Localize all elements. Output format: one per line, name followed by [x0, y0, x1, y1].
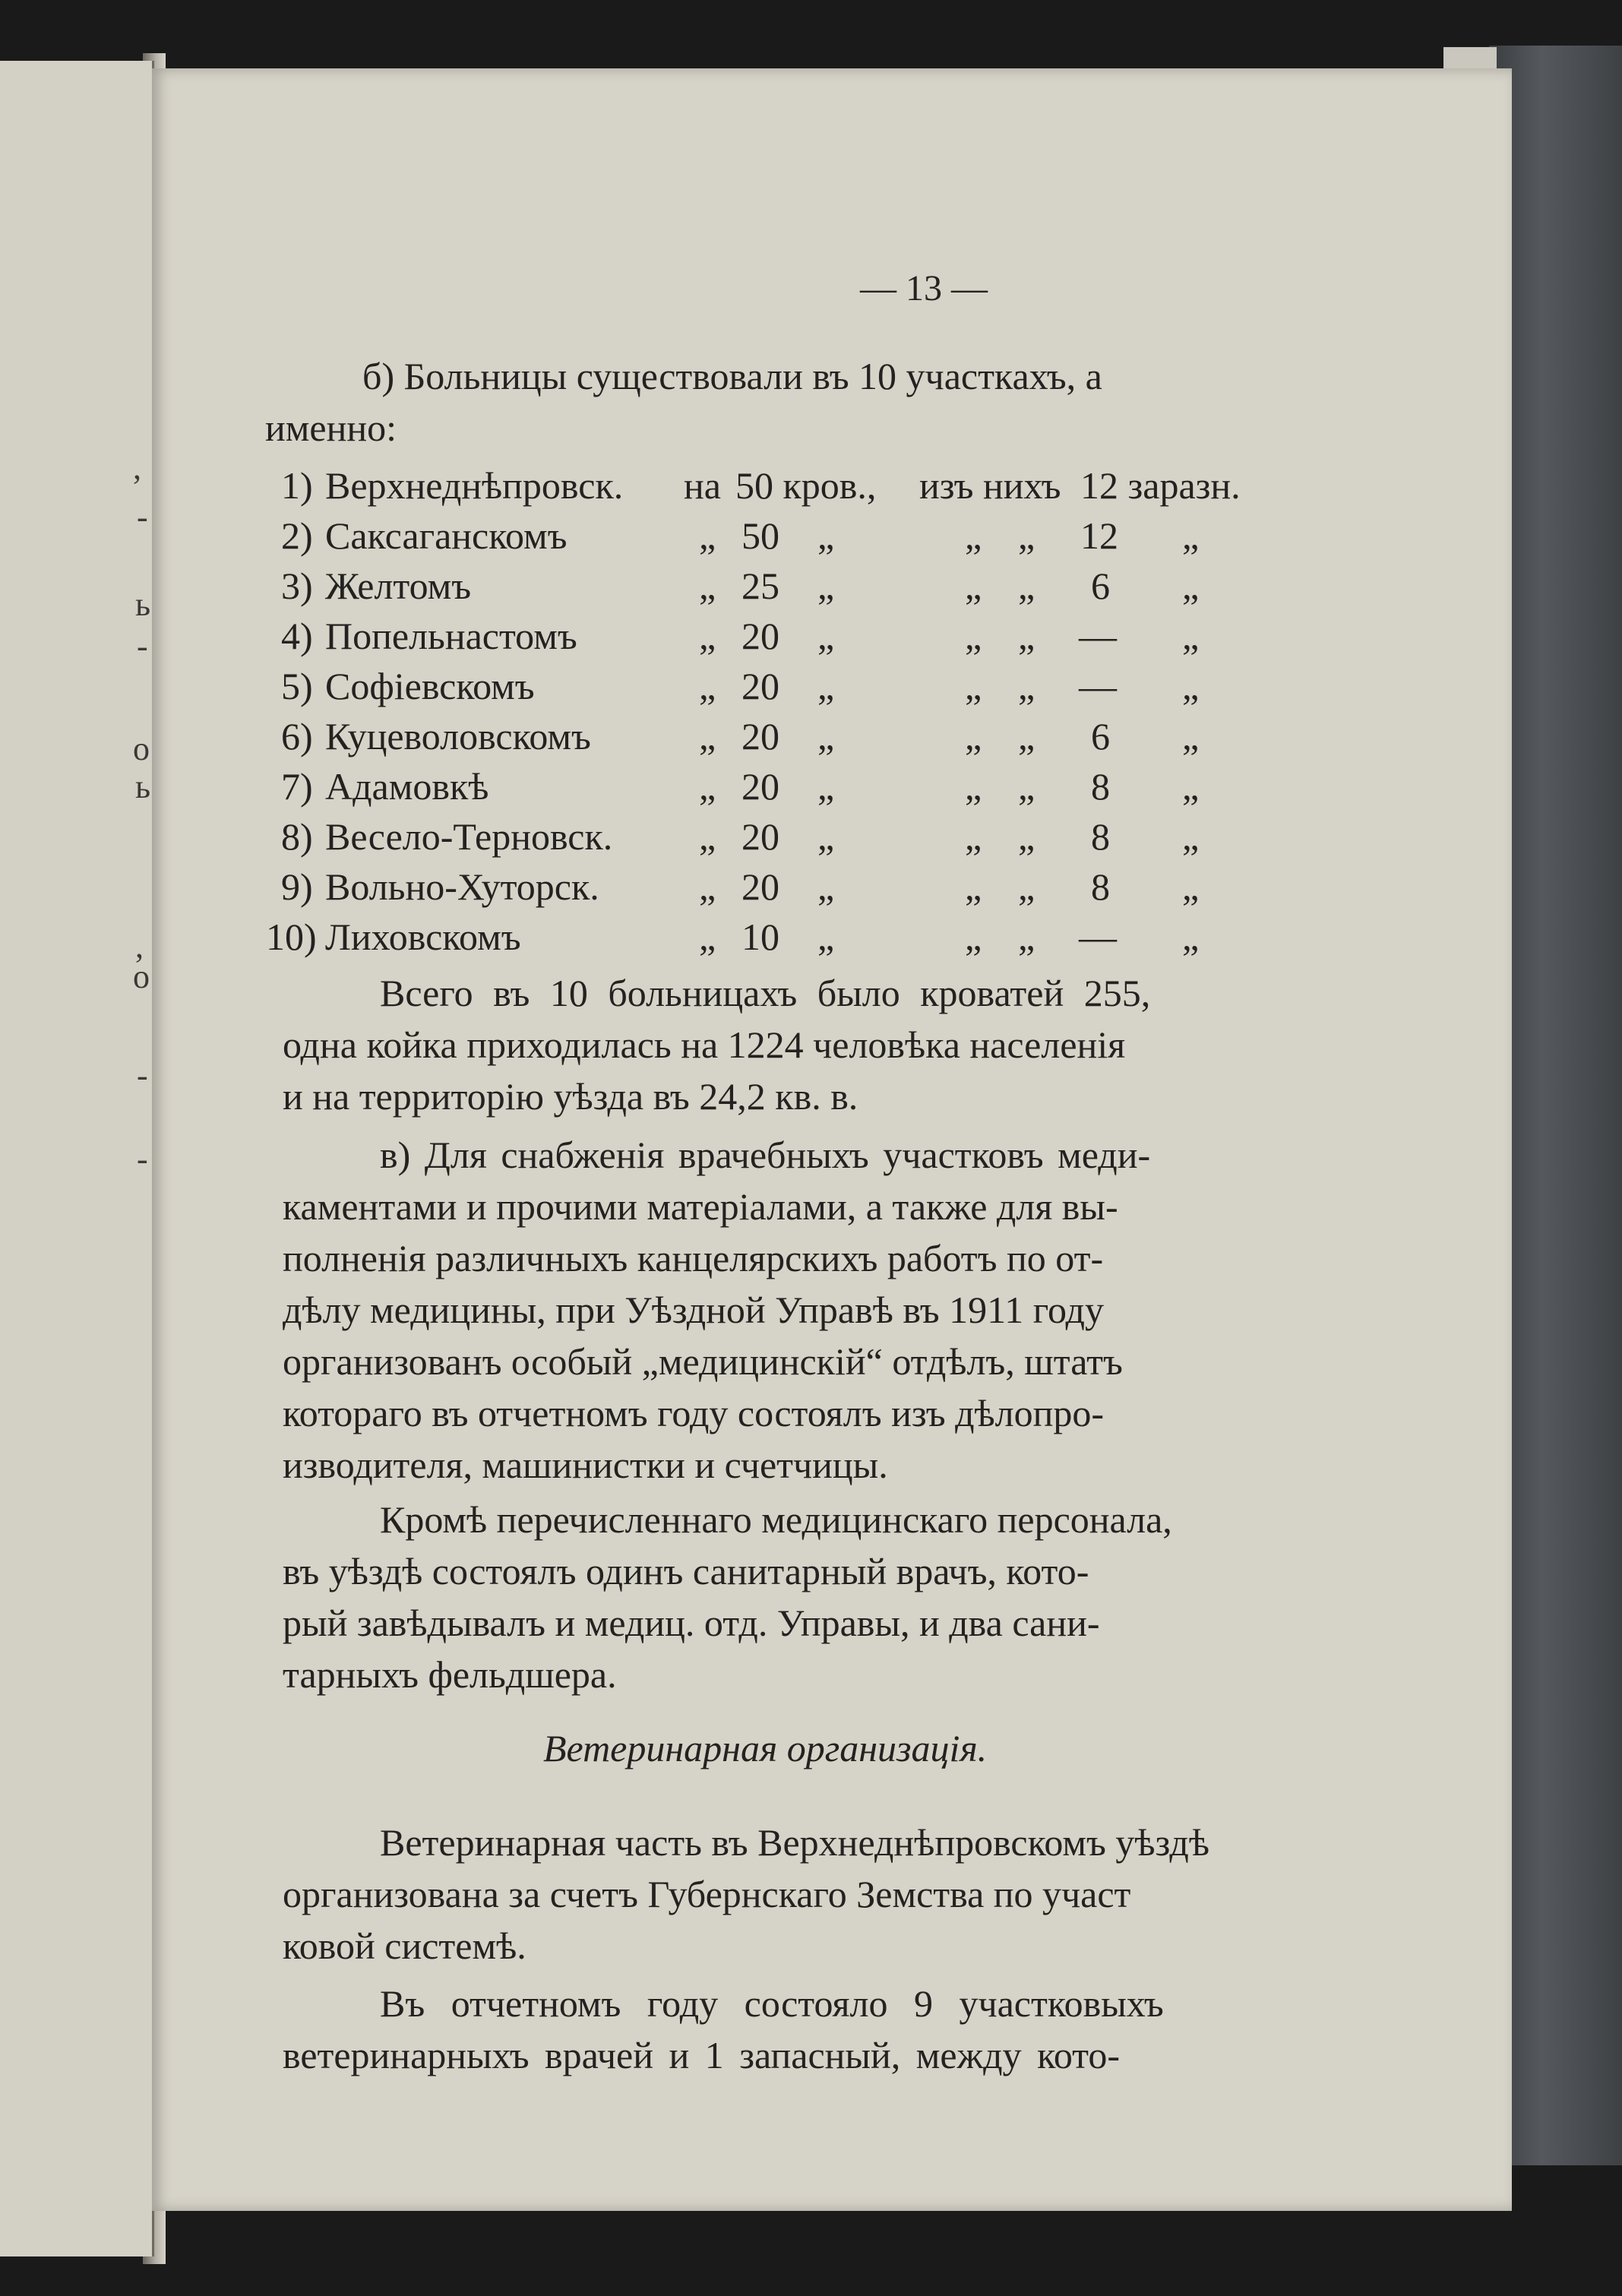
table-cell-ditto: „	[1018, 615, 1035, 657]
table-cell-ditto: „	[817, 665, 835, 707]
table-cell-infect: —	[1079, 916, 1117, 958]
text-line: организована за счетъ Губернскаго Земства по участ	[283, 1873, 1131, 1915]
table-cell-ditto: „	[1018, 765, 1035, 808]
table-cell-ditto: „	[1018, 665, 1035, 707]
table-cell-ditto: „	[965, 565, 982, 607]
table-cell-ditto: „	[1182, 865, 1200, 908]
left-page-fragment: ь	[135, 586, 151, 623]
table-cell-num: 10)	[266, 916, 317, 958]
table-cell-prefix: „	[699, 615, 716, 657]
table-cell-ditto: „	[817, 765, 835, 808]
table-cell-ditto: „	[1018, 715, 1035, 757]
table-cell-beds: 50	[741, 514, 779, 557]
text-line: организованъ особый „медицинскій“ отдѣлъ, штатъ	[283, 1340, 1123, 1383]
table-cell-prefix: „	[699, 665, 716, 707]
text-line: котораго въ отчетномъ году состоялъ изъ дѣлопро-	[283, 1392, 1105, 1434]
left-page-fragment: о	[133, 958, 150, 995]
left-page-fragment: -	[137, 1057, 148, 1094]
table-cell-name: Попельнастомъ	[325, 615, 577, 657]
table-cell-ditto: „	[965, 865, 982, 908]
left-page-edge	[0, 61, 154, 2256]
table-cell-prefix: „	[699, 765, 716, 808]
table-cell-infect: —	[1079, 615, 1117, 657]
table-cell-ditto: „	[965, 514, 982, 557]
page-number: — 13 —	[860, 268, 988, 308]
text-line: Ветеринарная часть въ Верхнеднѣпровскомъ уѣздѣ	[380, 1821, 1209, 1864]
table-cell-ditto: „	[1018, 916, 1035, 958]
table-cell-ditto: „	[817, 565, 835, 607]
table-cell-num: 3)	[281, 565, 313, 607]
table-cell-prefix: „	[699, 865, 716, 908]
table-cell-name: Вольно-Хуторск.	[325, 865, 599, 908]
left-page-fragment: -	[137, 1140, 148, 1178]
table-cell-name: Весело-Терновск.	[325, 815, 613, 858]
table-cell-beds: 50 кров.,	[735, 464, 877, 507]
table-cell-ditto: „	[817, 615, 835, 657]
table-cell-beds: 20	[741, 615, 779, 657]
text-line: именно:	[265, 406, 397, 449]
table-cell-num: 8)	[281, 815, 313, 858]
table-cell-ditto: „	[1182, 916, 1200, 958]
table-cell-beds: 20	[741, 765, 779, 808]
table-cell-ditto: „	[817, 916, 835, 958]
table-cell-ditto: „	[1018, 565, 1035, 607]
table-cell-ditto: „	[965, 916, 982, 958]
table-cell-num: 1)	[281, 464, 313, 507]
text-line: въ уѣздѣ состоялъ одинъ санитарный врачъ, кото-	[283, 1550, 1089, 1592]
table-cell-ditto: „	[1182, 565, 1200, 607]
table-cell-beds: 10	[741, 916, 779, 958]
table-cell-name: Верхнеднѣпровск.	[325, 464, 624, 507]
table-cell-ditto: „	[1182, 514, 1200, 557]
table-cell-prefix: на	[684, 464, 721, 507]
table-cell-num: 6)	[281, 715, 313, 757]
table-cell-name: Лиховскомъ	[325, 916, 521, 958]
text-line: Въ отчетномъ году состояло 9 участковыхъ	[380, 1982, 1164, 2025]
text-line: Кромѣ перечисленнаго медицинскаго персонала,	[380, 1498, 1172, 1541]
table-cell-prefix: „	[699, 565, 716, 607]
table-cell-ditto: „	[965, 715, 982, 757]
table-cell-name: Адамовкѣ	[325, 765, 489, 808]
table-cell-infect: 12	[1080, 514, 1118, 557]
table-cell-ditto: „	[965, 615, 982, 657]
table-cell-infect: 8	[1091, 865, 1110, 908]
text-line: рый завѣдывалъ и медиц. отд. Управы, и два сани-	[283, 1602, 1100, 1644]
table-cell-num: 4)	[281, 615, 313, 657]
table-cell-ditto: „	[1182, 815, 1200, 858]
table-cell-num: 2)	[281, 514, 313, 557]
table-cell-ditto: „	[1182, 665, 1200, 707]
table-cell-ditto: „	[1182, 765, 1200, 808]
table-cell-ditto: „	[817, 815, 835, 858]
table-cell-prefix: „	[699, 715, 716, 757]
table-cell-name: Саксаганскомъ	[325, 514, 568, 557]
text-line: дѣлу медицины, при Уѣздной Управѣ въ 1911 году	[283, 1289, 1104, 1331]
left-page-fragment: ь	[135, 768, 151, 805]
table-cell-beds: 20	[741, 715, 779, 757]
table-cell-ditto: „	[817, 715, 835, 757]
text-line: ковой системѣ.	[283, 1924, 526, 1967]
table-cell-ditto: „	[817, 514, 835, 557]
table-cell-of-them: изъ нихъ	[919, 464, 1061, 507]
text-line: изводителя, машинистки и счетчицы.	[283, 1444, 888, 1486]
table-cell-infect: 6	[1091, 565, 1110, 607]
text-line: ветеринарныхъ врачей и 1 запасный, между кото-	[283, 2034, 1121, 2076]
table-cell-name: Куцеволовскомъ	[325, 715, 591, 757]
table-cell-prefix: „	[699, 514, 716, 557]
table-cell-name: Желтомъ	[325, 565, 472, 607]
text-line: каментами и прочими матеріалами, а также для вы-	[283, 1185, 1118, 1228]
table-cell-ditto: „	[1018, 514, 1035, 557]
table-cell-beds: 25	[741, 565, 779, 607]
left-page-fragment: ,	[135, 928, 144, 965]
table-cell-beds: 20	[741, 865, 779, 908]
table-cell-num: 5)	[281, 665, 313, 707]
table-cell-ditto: „	[965, 765, 982, 808]
table-cell-infect: 12 заразн.	[1080, 464, 1241, 507]
table-cell-ditto: „	[817, 865, 835, 908]
table-cell-infect: 6	[1091, 715, 1110, 757]
table-cell-ditto: „	[1018, 815, 1035, 858]
left-page-fragment: -	[137, 498, 148, 536]
text-line: и на территорію уѣзда въ 24,2 кв. в.	[283, 1075, 858, 1118]
table-cell-ditto: „	[965, 815, 982, 858]
text-line: полненія различныхъ канцелярскихъ работъ по от-	[283, 1237, 1104, 1279]
table-cell-prefix: „	[699, 916, 716, 958]
table-cell-infect: 8	[1091, 765, 1110, 808]
text-line: тарныхъ фельдшера.	[283, 1653, 617, 1696]
table-cell-ditto: „	[1182, 615, 1200, 657]
table-cell-ditto: „	[965, 665, 982, 707]
section-heading: Ветеринарная организація.	[543, 1727, 988, 1769]
table-cell-beds: 20	[741, 815, 779, 858]
table-cell-beds: 20	[741, 665, 779, 707]
left-page-fragment: -	[137, 628, 148, 665]
table-cell-infect: 8	[1091, 815, 1110, 858]
table-cell-ditto: „	[1018, 865, 1035, 908]
text-line: в) Для снабженія врачебныхъ участковъ меди-	[380, 1134, 1151, 1176]
table-cell-num: 7)	[281, 765, 313, 808]
text-line: одна койка приходилась на 1224 человѣка населенія	[283, 1023, 1126, 1066]
table-cell-num: 9)	[281, 865, 313, 908]
text-line: Всего въ 10 больницахъ было кроватей 255,	[380, 972, 1151, 1014]
table-cell-infect: —	[1079, 665, 1117, 707]
table-cell-ditto: „	[1182, 715, 1200, 757]
left-page-fragment: о	[133, 730, 150, 767]
text-line: б) Больницы существовали въ 10 участкахъ, а	[362, 355, 1102, 397]
table-cell-prefix: „	[699, 815, 716, 858]
left-page-fragment: ,	[133, 449, 141, 486]
book-page	[152, 68, 1512, 2211]
table-cell-name: Софіевскомъ	[325, 665, 535, 707]
